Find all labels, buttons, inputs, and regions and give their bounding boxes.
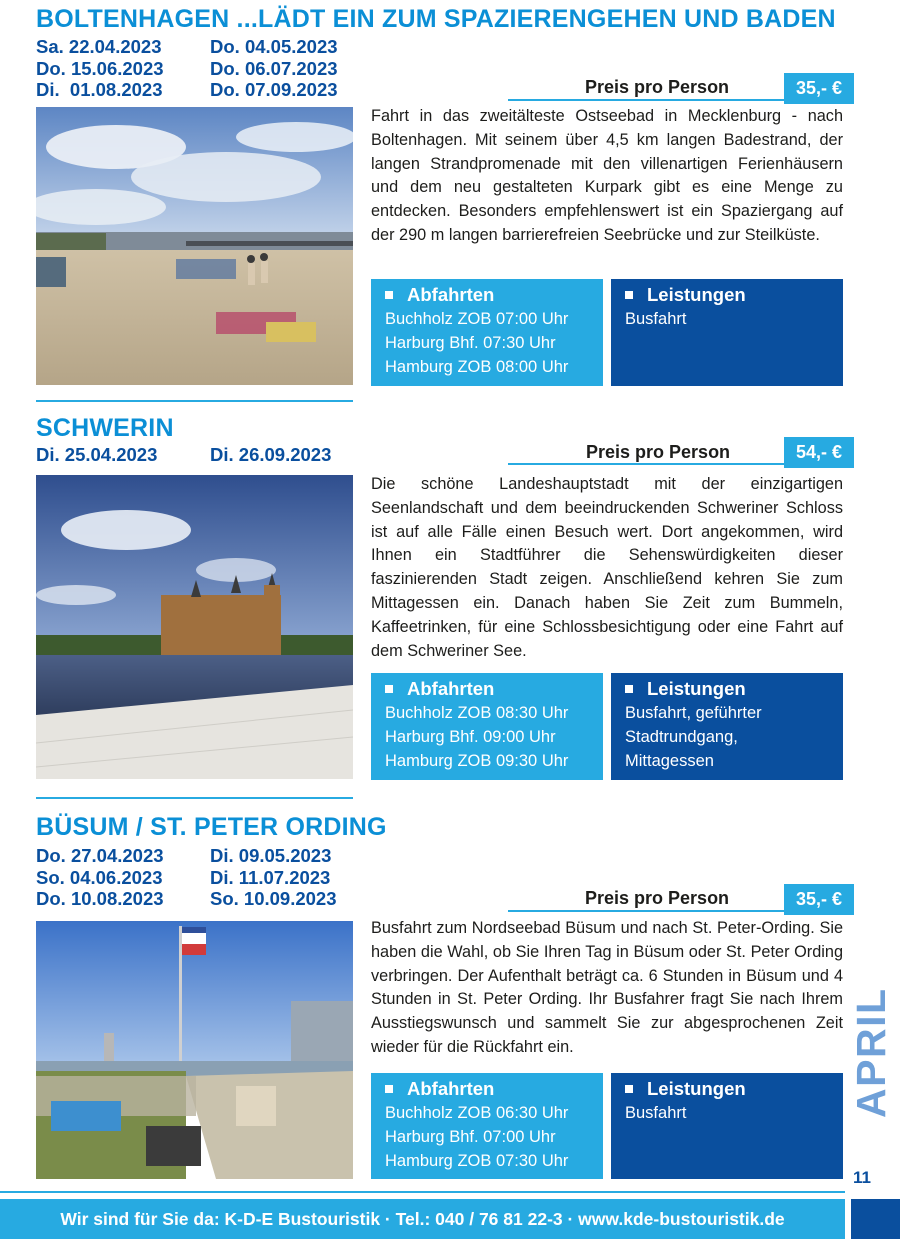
- tour-description: Fahrt in das zweitälteste Ostseebad in Mecklenburg - nach Boltenhagen. Mit seinem über 4,5 km langen Badestrand, der langen Strandpromenade mit den villenartigen Ferienhäusern und dem neu gestalteten Kurpark gibt es eine Menge zu entdecken. Besonders empfehlenswert ist ein Spaziergang auf der 290 m langen barrierefreien Seebrücke und zur Steilküste.: [371, 107, 843, 244]
- departure-line: Harburg Bhf. 07:30 Uhr: [385, 334, 556, 352]
- footer-contact-bar: Wir sind für Sie da: K-D-E Bustouristik · Tel.: 040 / 76 81 22-3 · www.kde-bustouristik.de: [0, 1199, 845, 1239]
- services-title: Leistungen: [647, 1078, 746, 1099]
- bullet-icon: [385, 685, 393, 693]
- page-number: 11: [853, 1168, 871, 1187]
- departure-line: Buchholz ZOB 07:00 Uhr: [385, 310, 569, 328]
- date: Do. 06.07.2023: [210, 57, 338, 79]
- departure-line: Harburg Bhf. 09:00 Uhr: [385, 728, 556, 746]
- price-label: Preis pro Person: [585, 77, 730, 97]
- section-divider: [36, 400, 353, 402]
- services-box: [611, 1073, 843, 1179]
- departures-box: [371, 279, 603, 386]
- service-line: Stadtrundgang,: [625, 728, 738, 746]
- tour-title: SCHWERIN: [36, 414, 174, 442]
- bullet-icon: [385, 1085, 393, 1093]
- date: Do. 04.05.2023: [210, 36, 338, 57]
- section-divider: [36, 797, 353, 799]
- tour-title: BÜSUM / ST. PETER ORDING: [36, 813, 387, 841]
- bullet-icon: [385, 291, 393, 299]
- tour-description: Busfahrt zum Nordseebad Büsum und nach St. Peter-Ording. Sie haben die Wahl, ob Sie Ihren Tag in Büsum oder St. Peter Ording verbringen. Der Aufenthalt beträgt ca. 6 Stunden in Büsum und 4 Stunden in St. Peter Ording. Ihr Busfahrer fragt Sie nach Ihrem Ausstiegswunsch und sammelt Sie zur abgesprochenen Zeit wieder für die Rückfahrt ein.: [371, 919, 843, 1056]
- date: Do. 15.06.2023: [36, 57, 164, 79]
- date: Sa. 22.04.2023: [36, 36, 162, 57]
- month-label: APRIL: [848, 987, 894, 1118]
- tour-dates: [36, 444, 331, 466]
- date: Di. 09.05.2023: [210, 845, 332, 866]
- services-title: Leistungen: [647, 284, 746, 305]
- promenade-photo: [36, 921, 353, 1179]
- departure-line: Hamburg ZOB 09:30 Uhr: [385, 752, 569, 770]
- tour-dates: [36, 36, 338, 101]
- price-label: Preis pro Person: [585, 888, 730, 908]
- date: Do. 27.04.2023: [36, 845, 164, 866]
- service-line: Busfahrt, geführter: [625, 704, 762, 722]
- departures-box: [371, 1073, 603, 1179]
- bullet-icon: [625, 1085, 633, 1093]
- date: Di. 26.09.2023: [210, 444, 332, 465]
- castle-photo: [36, 475, 353, 779]
- date: Do. 07.09.2023: [210, 79, 338, 100]
- price-underline: [508, 910, 784, 912]
- departure-line: Hamburg ZOB 08:00 Uhr: [385, 358, 569, 376]
- services-title: Leistungen: [647, 678, 746, 699]
- service-line: Busfahrt: [625, 1104, 687, 1122]
- service-line: Busfahrt: [625, 310, 687, 328]
- bullet-icon: [625, 291, 633, 299]
- price-badge: 54,- €: [784, 437, 854, 468]
- tour-title: BOLTENHAGEN ...LÄDT EIN ZUM SPAZIERENGEHEN UND BADEN: [36, 5, 836, 33]
- price-underline: [508, 99, 784, 101]
- departures-title: Abfahrten: [407, 678, 495, 699]
- date: Di. 01.08.2023: [36, 79, 163, 100]
- price-badge: 35,- €: [784, 73, 854, 104]
- tour-description: Die schöne Landeshauptstadt mit der einzigartigen Seenlandschaft und dem beeindruckenden Schweriner Schloss ist auf alle Fälle einen Besuch wert. Dort angekommen, wird Ihnen ein Stadtführer die Sehenswürdigkeiten dieser faszinierenden Stadt zeigen. Anschließend kehren Sie zum Mittagessen ein. Danach haben Sie Zeit zum Bummeln, Kaffeetrinken, für eine Schlossbesichtigung oder eine Fahrt auf dem Schweriner See.: [371, 475, 843, 660]
- departures-title: Abfahrten: [407, 1078, 495, 1099]
- departure-line: Buchholz ZOB 08:30 Uhr: [385, 704, 569, 722]
- departures-title: Abfahrten: [407, 284, 495, 305]
- services-box: [611, 279, 843, 386]
- price-underline: [508, 463, 784, 465]
- beach-photo: [36, 107, 353, 385]
- price-badge: 35,- €: [784, 884, 854, 915]
- date: So. 04.06.2023: [36, 866, 163, 888]
- date: Di. 25.04.2023: [36, 444, 158, 465]
- departures-box: [371, 673, 603, 780]
- departure-line: Harburg Bhf. 07:00 Uhr: [385, 1128, 556, 1146]
- footer-side-block: [851, 1199, 900, 1239]
- bullet-icon: [625, 685, 633, 693]
- tour-dates: [36, 845, 337, 910]
- service-line: Mittagessen: [625, 752, 714, 770]
- departure-line: Hamburg ZOB 07:30 Uhr: [385, 1152, 569, 1170]
- date: Do. 10.08.2023: [36, 888, 164, 909]
- date: So. 10.09.2023: [210, 888, 337, 909]
- price-label: Preis pro Person: [586, 442, 731, 462]
- departure-line: Buchholz ZOB 06:30 Uhr: [385, 1104, 569, 1122]
- footer-divider: [0, 1191, 845, 1193]
- services-box: [611, 673, 843, 780]
- date: Di. 11.07.2023: [210, 866, 331, 888]
